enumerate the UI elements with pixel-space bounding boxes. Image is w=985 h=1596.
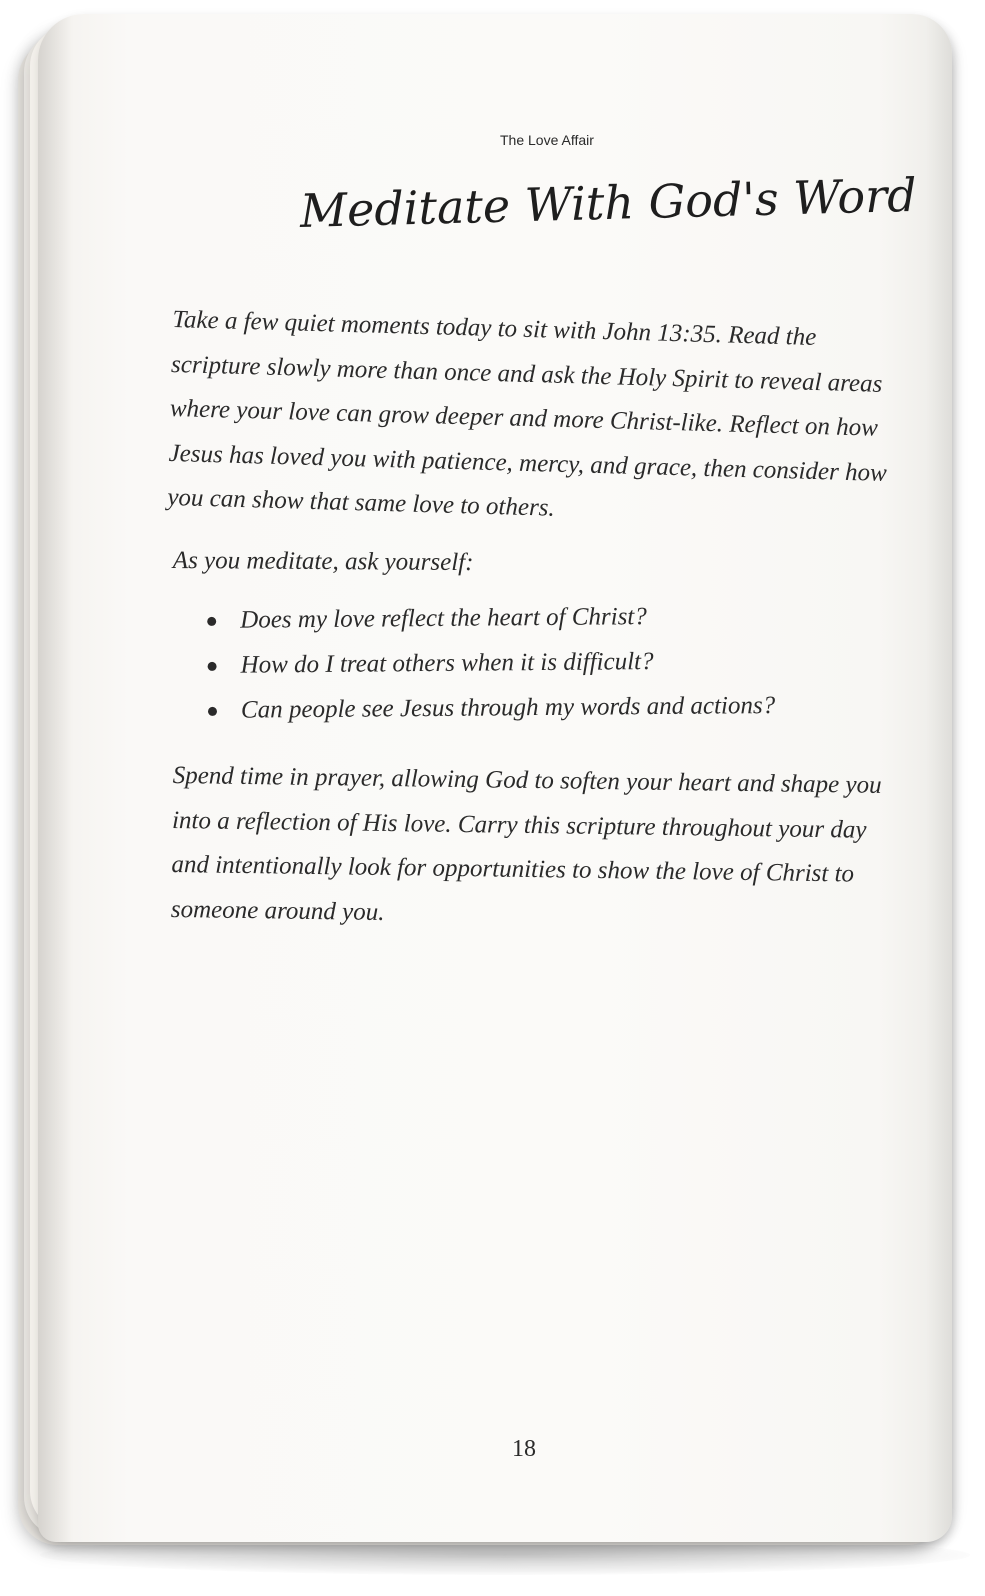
list-item <box>203 638 775 688</box>
page-number: 18 <box>512 1436 536 1462</box>
prompt-paragraph: As you meditate, ask yourself: <box>172 546 474 577</box>
question-list <box>203 593 775 733</box>
intro-paragraph: Take a few quiet moments today to sit with John 13:35. Read the scripture slowly more than once and ask the Holy Spirit to reveal areas where your love can grow deeper and more Christ-like. Reflect on how Jesus has loved you with patience, mercy, and grace, then consider how you can show that same love to others. <box>167 305 888 522</box>
chapter-title: Meditate With God's Word <box>299 167 918 238</box>
bullet-icon <box>208 662 217 671</box>
question-text: How do I treat others when it is difficult? <box>240 648 654 679</box>
page-content <box>38 14 952 1542</box>
bullet-icon <box>208 707 217 716</box>
list-item <box>204 683 776 733</box>
book-page <box>38 14 952 1542</box>
list-item <box>203 593 775 643</box>
bullet-icon <box>207 617 216 626</box>
question-text: Does my love reflect the heart of Christ? <box>240 603 647 634</box>
running-head: The Love Affair <box>500 132 594 148</box>
question-text: Can people see Jesus through my words and actions? <box>240 692 776 724</box>
closing-paragraph: Spend time in prayer, allowing God to soften your heart and shape you into a reflection of His love. Carry this scripture throughout your day and intentionally look for opportunities to show the love of Christ to someone around you. <box>170 761 882 926</box>
